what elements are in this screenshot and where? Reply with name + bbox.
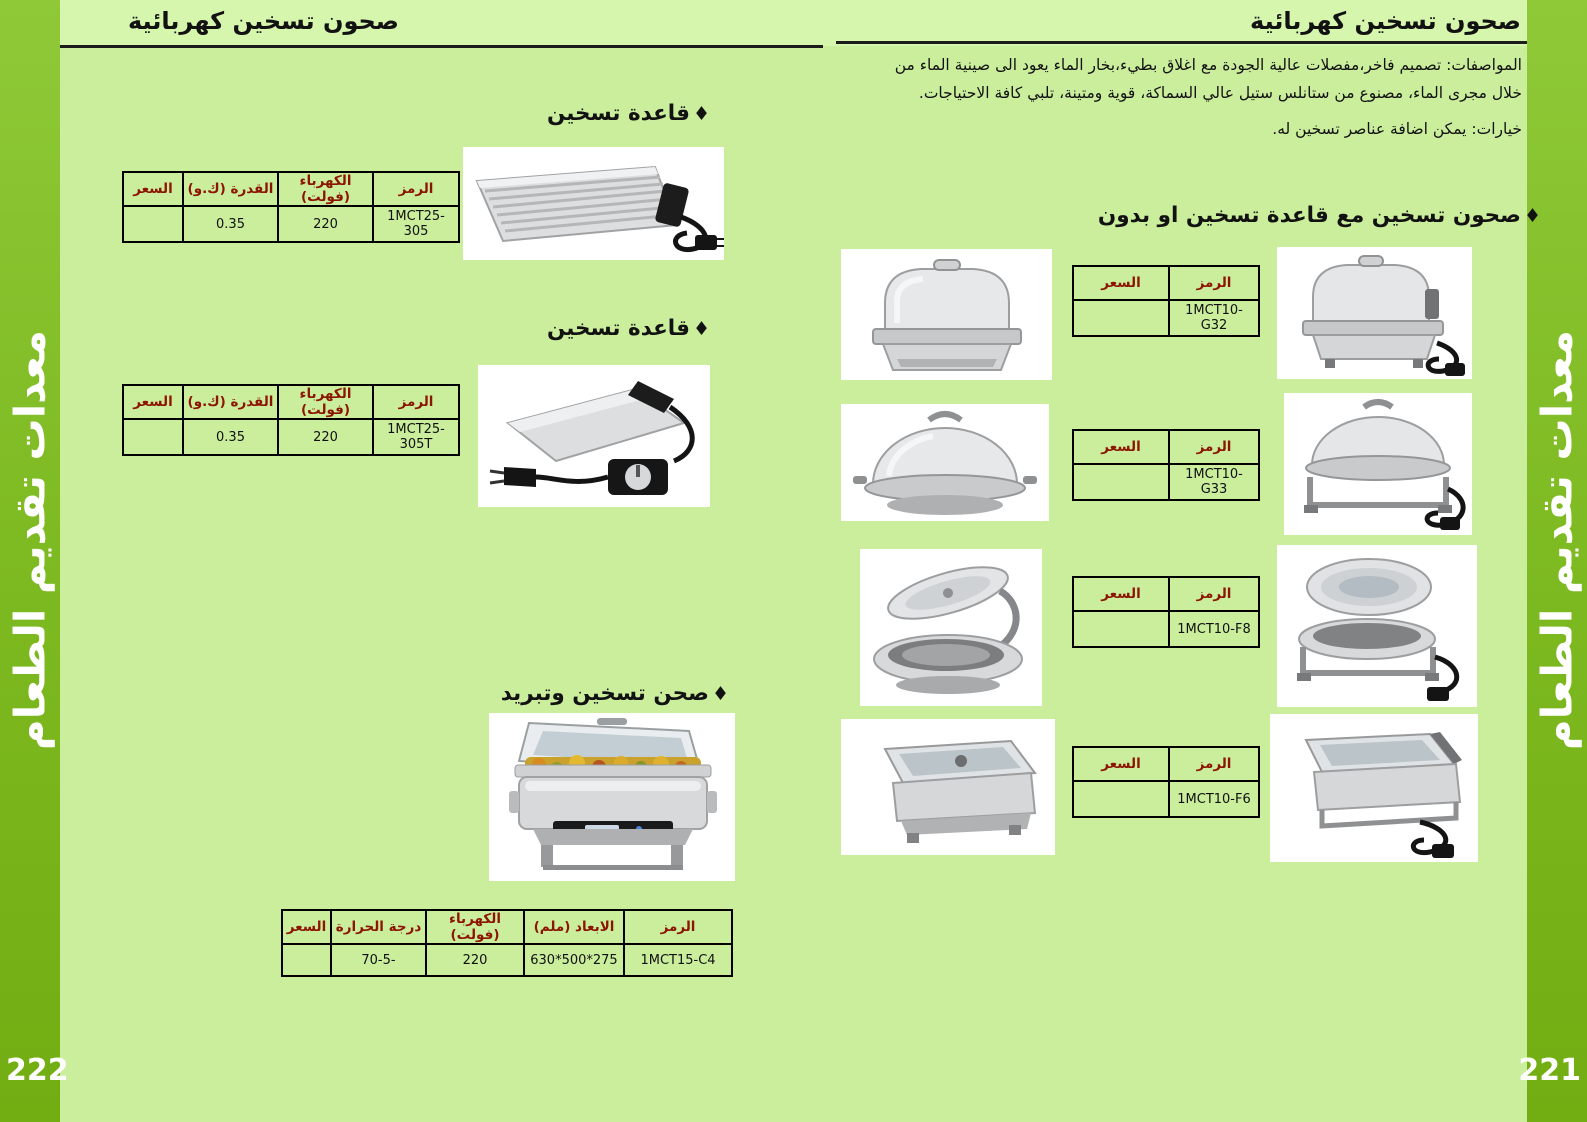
col-header-price: السعر [282, 910, 331, 944]
left-section1-title [547, 101, 710, 126]
col-header-price: السعر [1073, 430, 1169, 464]
code-table-1mct10-f6 [1072, 746, 1260, 818]
cell-power: 0.35 [183, 419, 278, 455]
col-header-power: القدرة (ك.و) [183, 172, 278, 206]
col-header-volts: الكهرباء (فولت) [278, 172, 373, 206]
product-image-heating-base [463, 147, 724, 260]
cell-price [1073, 781, 1169, 817]
col-header-temperature: درجة الحرارة [331, 910, 426, 944]
col-header-volts: الكهرباء (فولت) [278, 385, 373, 419]
product-image-f6-with-cord [1270, 714, 1478, 862]
square-chafer-cord-illustration [1277, 247, 1472, 379]
product-image-f6-closed [841, 719, 1055, 855]
description-specs: المواصفات: تصميم فاخر،مفصلات عالية الجودة مع اغلاق بطيء،بخار الماء يعود الى صينية الماء من خلال مجرى الماء، مصنوع من ستانلس ستيل عالي السماكة، قوية ومتينة، تلبي كافة الاحتياجات. [894, 56, 1522, 102]
col-header-price: السعر [123, 172, 183, 206]
diamond-bullet-icon: ♦ [692, 318, 710, 340]
left-sidebar [0, 0, 69, 1122]
cell-code: 1MCT10-F6 [1169, 781, 1259, 817]
left-section2-title [547, 316, 710, 341]
cell-price [1073, 464, 1169, 500]
left-page-number: 222 [6, 1053, 69, 1088]
cell-code: 1MCT25-305T [373, 419, 459, 455]
cell-temperature: 70-5- [331, 944, 426, 976]
description-options: خيارات: يمكن اضافة عناصر تسخين له. [1272, 120, 1522, 139]
right-header-divider [836, 41, 1527, 44]
cell-code: 1MCT10-F8 [1169, 611, 1259, 647]
round-chafer-lid-up-illustration [1277, 545, 1477, 707]
cell-code: 1MCT10-G32 [1169, 300, 1259, 336]
col-header-code: الرمز [373, 385, 459, 419]
code-table-1mct10-g32 [1072, 265, 1260, 337]
col-header-code: الرمز [1169, 266, 1259, 300]
col-header-dimensions: الابعاد (ملم) [524, 910, 624, 944]
code-table-1mct10-f8 [1072, 576, 1260, 648]
cell-volts: 220 [278, 419, 373, 455]
product-image-f8-open [860, 549, 1042, 706]
left-page-title: صحون تسخين كهربائية [128, 7, 399, 35]
col-header-code: الرمز [624, 910, 732, 944]
col-header-code: الرمز [1169, 577, 1259, 611]
cell-price [1073, 300, 1169, 336]
spec-table-1mct25-305t [122, 384, 460, 456]
col-header-code: الرمز [1169, 430, 1259, 464]
left-section2-title-text: قاعدة تسخين [546, 316, 690, 341]
cell-volts: 220 [426, 944, 524, 976]
cell-price [123, 419, 183, 455]
col-header-power: القدرة (ك.و) [183, 385, 278, 419]
diamond-bullet-icon: ♦ [692, 103, 710, 125]
right-page-title: صحون تسخين كهربائية [1250, 7, 1521, 35]
square-glass-chafer-cord-illustration [1270, 714, 1478, 862]
product-image-heating-base-thermostat [478, 365, 710, 507]
cell-volts: 220 [278, 206, 373, 242]
heating-base-thermostat-illustration [478, 365, 710, 507]
heating-cooling-chafer-illustration [489, 713, 735, 881]
round-chafer-stand-illustration [1284, 393, 1472, 535]
product-image-heating-cooling-chafer [489, 713, 735, 881]
col-header-volts: الكهرباء (فولت) [426, 910, 524, 944]
square-chafer-dome-illustration [841, 249, 1052, 380]
square-glass-chafer-illustration [841, 719, 1055, 855]
col-header-code: الرمز [373, 172, 459, 206]
cell-price [123, 206, 183, 242]
code-table-1mct10-g33 [1072, 429, 1260, 501]
col-header-price: السعر [1073, 747, 1169, 781]
left-header-divider [60, 45, 823, 48]
right-sidebar [1518, 0, 1587, 1122]
left-section1-title-text: قاعدة تسخين [546, 101, 690, 126]
product-image-g33-closed [841, 404, 1049, 521]
product-image-g33-with-cord [1284, 393, 1472, 535]
left-sidebar-category-label: معدات تقديم الطعام [5, 329, 55, 751]
col-header-price: السعر [1073, 577, 1169, 611]
cell-dimensions: 630*500*275 [524, 944, 624, 976]
right-section-title [1098, 203, 1541, 228]
right-section-title-text: صحون تسخين مع قاعدة تسخين او بدون [1097, 203, 1521, 228]
product-description [862, 52, 1522, 144]
col-header-code: الرمز [1169, 747, 1259, 781]
cell-code: 1MCT10-G33 [1169, 464, 1259, 500]
cell-code: 1MCT25-305 [373, 206, 459, 242]
diamond-bullet-icon: ♦ [711, 683, 729, 705]
product-image-g32-closed [841, 249, 1052, 380]
round-chafer-open-lid-illustration [860, 549, 1042, 706]
left-section3-title [501, 681, 729, 706]
col-header-price: السعر [1073, 266, 1169, 300]
col-header-price: السعر [123, 385, 183, 419]
cell-power: 0.35 [183, 206, 278, 242]
product-image-g32-with-cord [1277, 247, 1472, 379]
right-sidebar-category-label: معدات تقديم الطعام [1532, 329, 1582, 751]
spec-table-1mct25-305 [122, 171, 460, 243]
round-chafer-dome-illustration [841, 404, 1049, 521]
right-page-number: 221 [1518, 1053, 1581, 1088]
cell-price [282, 944, 331, 976]
cell-price [1073, 611, 1169, 647]
spec-table-1mct15-c4 [281, 909, 733, 977]
heating-base-illustration [463, 147, 724, 260]
diamond-bullet-icon: ♦ [1523, 205, 1541, 227]
left-section3-title-text: صحن تسخين وتبريد [500, 681, 709, 706]
cell-code: 1MCT15-C4 [624, 944, 732, 976]
product-image-f8-with-cord [1277, 545, 1477, 707]
